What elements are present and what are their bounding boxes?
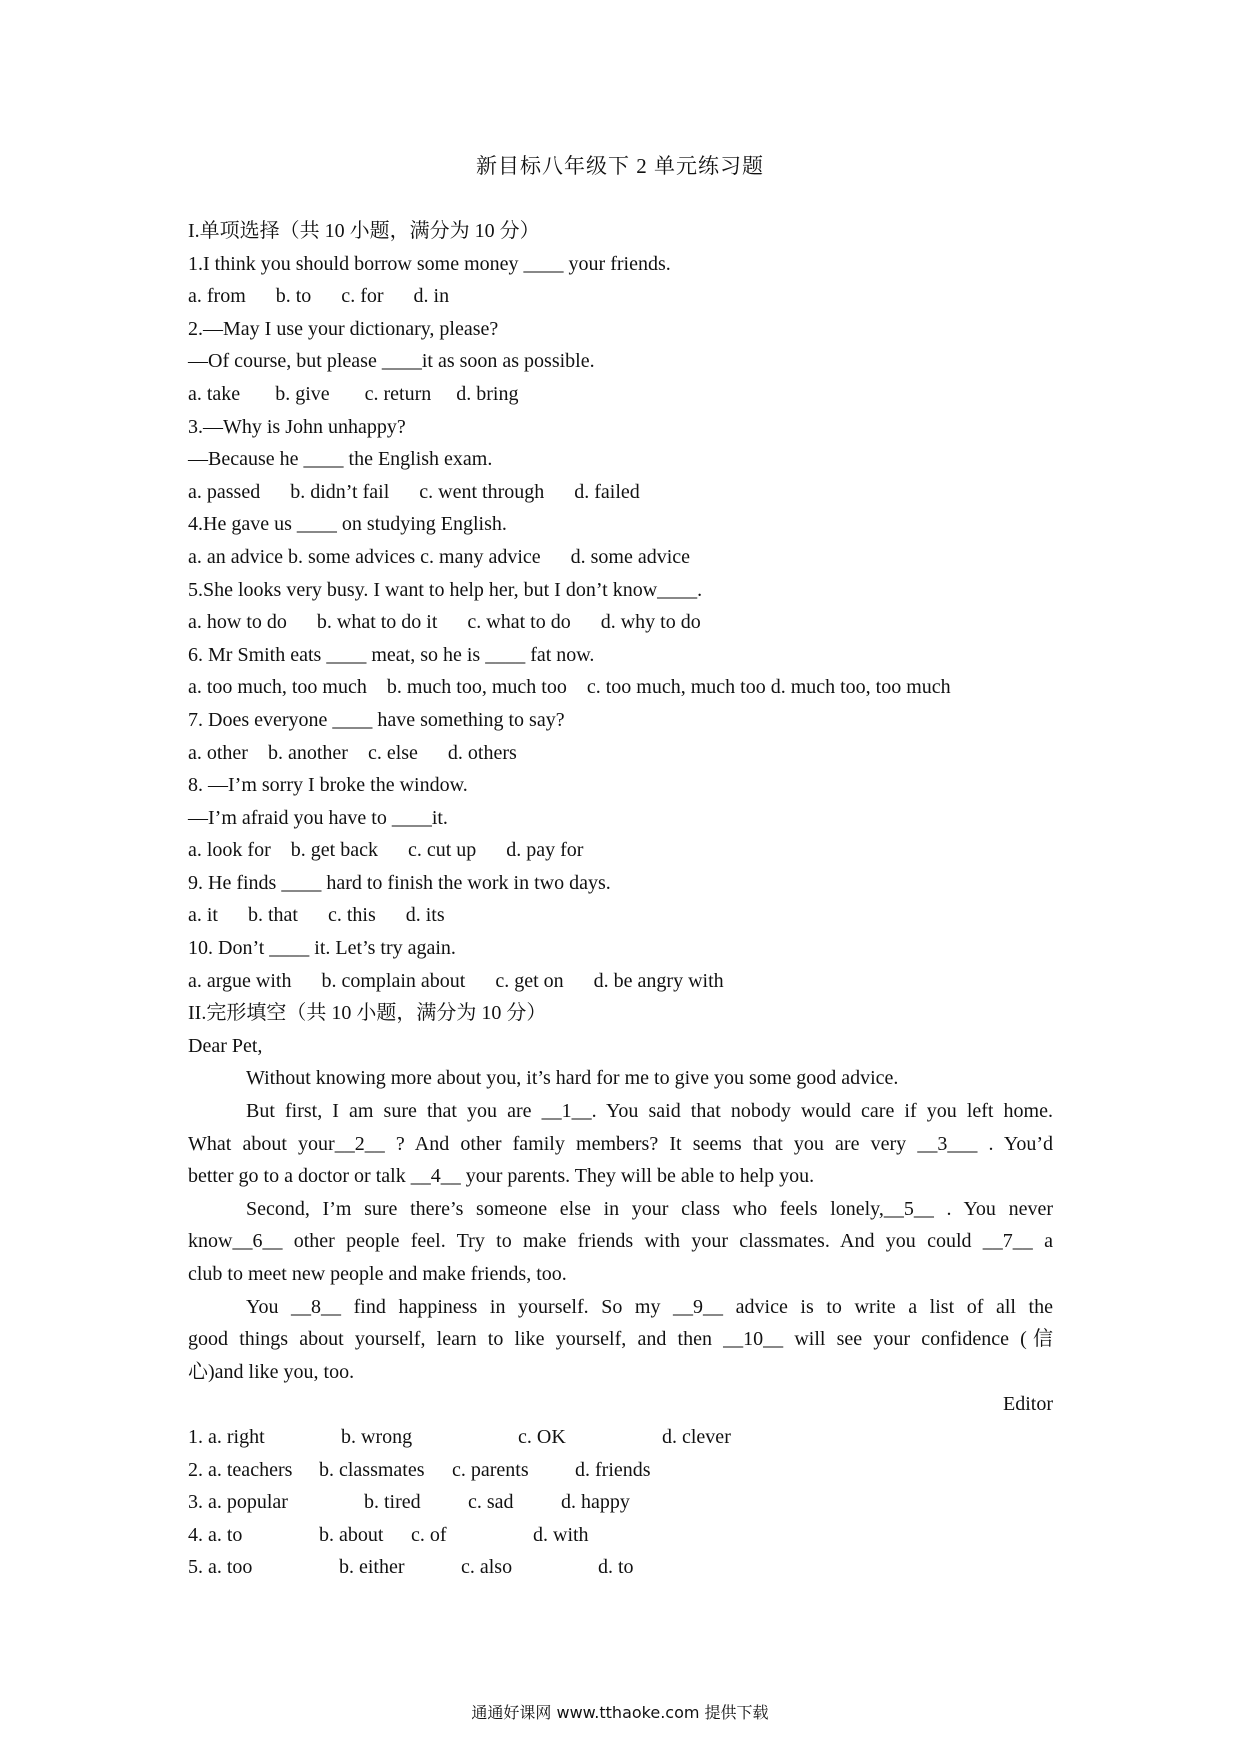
answer-option: b. tired xyxy=(364,1491,421,1514)
question-options: a. passed b. didn’t fail c. went through d. failed xyxy=(188,480,640,503)
question-text: 10. Don’t ____ it. Let’s try again. xyxy=(188,937,456,960)
answer-option: d. friends xyxy=(575,1458,651,1481)
passage-line: What about your__2__ ? And other family members? It seems that you are very __3___ . You’d xyxy=(188,1132,1053,1155)
question-options: a. argue with b. complain about c. get on d. be angry with xyxy=(188,969,724,992)
answer-row xyxy=(188,1486,1053,1519)
passage-line: good things about yourself, learn to like yourself, and then __10__ will see your confidence (信 xyxy=(188,1328,1053,1351)
question-text: —I’m afraid you have to ____it. xyxy=(188,806,448,829)
answer-option: c. also xyxy=(461,1556,513,1579)
question-text: 8. —I’m sorry I broke the window. xyxy=(188,774,468,797)
question-text: 2.—May I use your dictionary, please? xyxy=(188,317,499,340)
passage-line: club to meet new people and make friends, too. xyxy=(188,1263,567,1285)
answer-option: b. classmates xyxy=(319,1458,425,1481)
answer-row xyxy=(188,1454,1053,1487)
letter-signature: Editor xyxy=(1003,1393,1053,1416)
answer-option: b. wrong xyxy=(341,1425,413,1448)
letter-greeting: Dear Pet, xyxy=(188,1034,263,1057)
question-text: —Because he ____ the English exam. xyxy=(188,448,493,471)
page-footer: 通通好课网 www.tthaoke.com 提供下载 xyxy=(471,1703,769,1722)
answer-option: c. OK xyxy=(518,1425,566,1448)
answer-option: 2. a. teachers xyxy=(188,1458,293,1481)
answer-option: c. parents xyxy=(452,1458,529,1481)
document-body xyxy=(188,215,1053,1584)
answer-option: b. about xyxy=(319,1523,384,1546)
answer-option: 4. a. to xyxy=(188,1523,243,1546)
question-options: a. look for b. get back c. cut up d. pay for xyxy=(188,839,584,862)
question-options: a. how to do b. what to do it c. what to do d. why to do xyxy=(188,611,701,634)
answer-option: 1. a. right xyxy=(188,1425,265,1448)
question-options: a. from b. to c. for d. in xyxy=(188,285,450,308)
answer-row xyxy=(188,1551,1053,1584)
answer-option: 5. a. too xyxy=(188,1556,253,1579)
question-text: 7. Does everyone ____ have something to say? xyxy=(188,708,565,731)
question-text: 9. He finds ____ hard to finish the work in two days. xyxy=(188,871,611,894)
section-heading: I.单项选择（共 10 小题，满分为 10 分） xyxy=(188,220,540,242)
question-options: a. it b. that c. this d. its xyxy=(188,904,445,927)
answer-option: d. to xyxy=(598,1556,634,1579)
answer-row xyxy=(188,1519,1053,1552)
document-title: 新目标八年级下 2 单元练习题 xyxy=(476,154,764,178)
passage-line: You __8__ find happiness in yourself. So my __9__ advice is to write a list of all the xyxy=(246,1295,1053,1318)
passage-line: know__6__ other people feel. Try to make friends with your classmates. And you could __7__ a xyxy=(188,1230,1053,1253)
answer-option: b. either xyxy=(339,1556,405,1579)
answer-option: d. with xyxy=(533,1523,589,1546)
question-options: a. an advice b. some advices c. many advice d. some advice xyxy=(188,545,691,568)
question-text: 5.She looks very busy. I want to help her, but I don’t know____. xyxy=(188,578,703,601)
question-text: 1.I think you should borrow some money ____ your friends. xyxy=(188,252,671,275)
section-heading: II.完形填空（共 10 小题，满分为 10 分） xyxy=(188,1002,547,1025)
question-options: a. other b. another c. else d. others xyxy=(188,741,517,764)
passage-line: Second, I’m sure there’s someone else in your class who feels lonely,__5__ . You never xyxy=(246,1197,1053,1220)
question-options: a. too much, too much b. much too, much too c. too much, much too d. much too, too much xyxy=(188,676,951,699)
question-text: 3.—Why is John unhappy? xyxy=(188,415,406,438)
answer-option: 3. a. popular xyxy=(188,1491,288,1514)
passage-line: better go to a doctor or talk __4__ your parents. They will be able to help you. xyxy=(188,1165,815,1188)
answer-option: c. of xyxy=(411,1523,447,1546)
answer-option: d. clever xyxy=(662,1425,731,1448)
question-text: 4.He gave us ____ on studying English. xyxy=(188,513,507,536)
passage-line: Without knowing more about you, it’s hard for me to give you some good advice. xyxy=(246,1067,899,1090)
answer-option: d. happy xyxy=(561,1491,630,1514)
passage-line: 心)and like you, too. xyxy=(188,1360,355,1383)
question-text: 6. Mr Smith eats ____ meat, so he is ____ fat now. xyxy=(188,643,595,666)
passage-line: But first, I am sure that you are __1__. You said that nobody would care if you left home. xyxy=(246,1100,1053,1123)
answer-option: c. sad xyxy=(468,1491,514,1514)
answer-row xyxy=(188,1421,1053,1454)
question-options: a. take b. give c. return d. bring xyxy=(188,382,519,405)
question-text: —Of course, but please ____it as soon as possible. xyxy=(188,350,595,373)
